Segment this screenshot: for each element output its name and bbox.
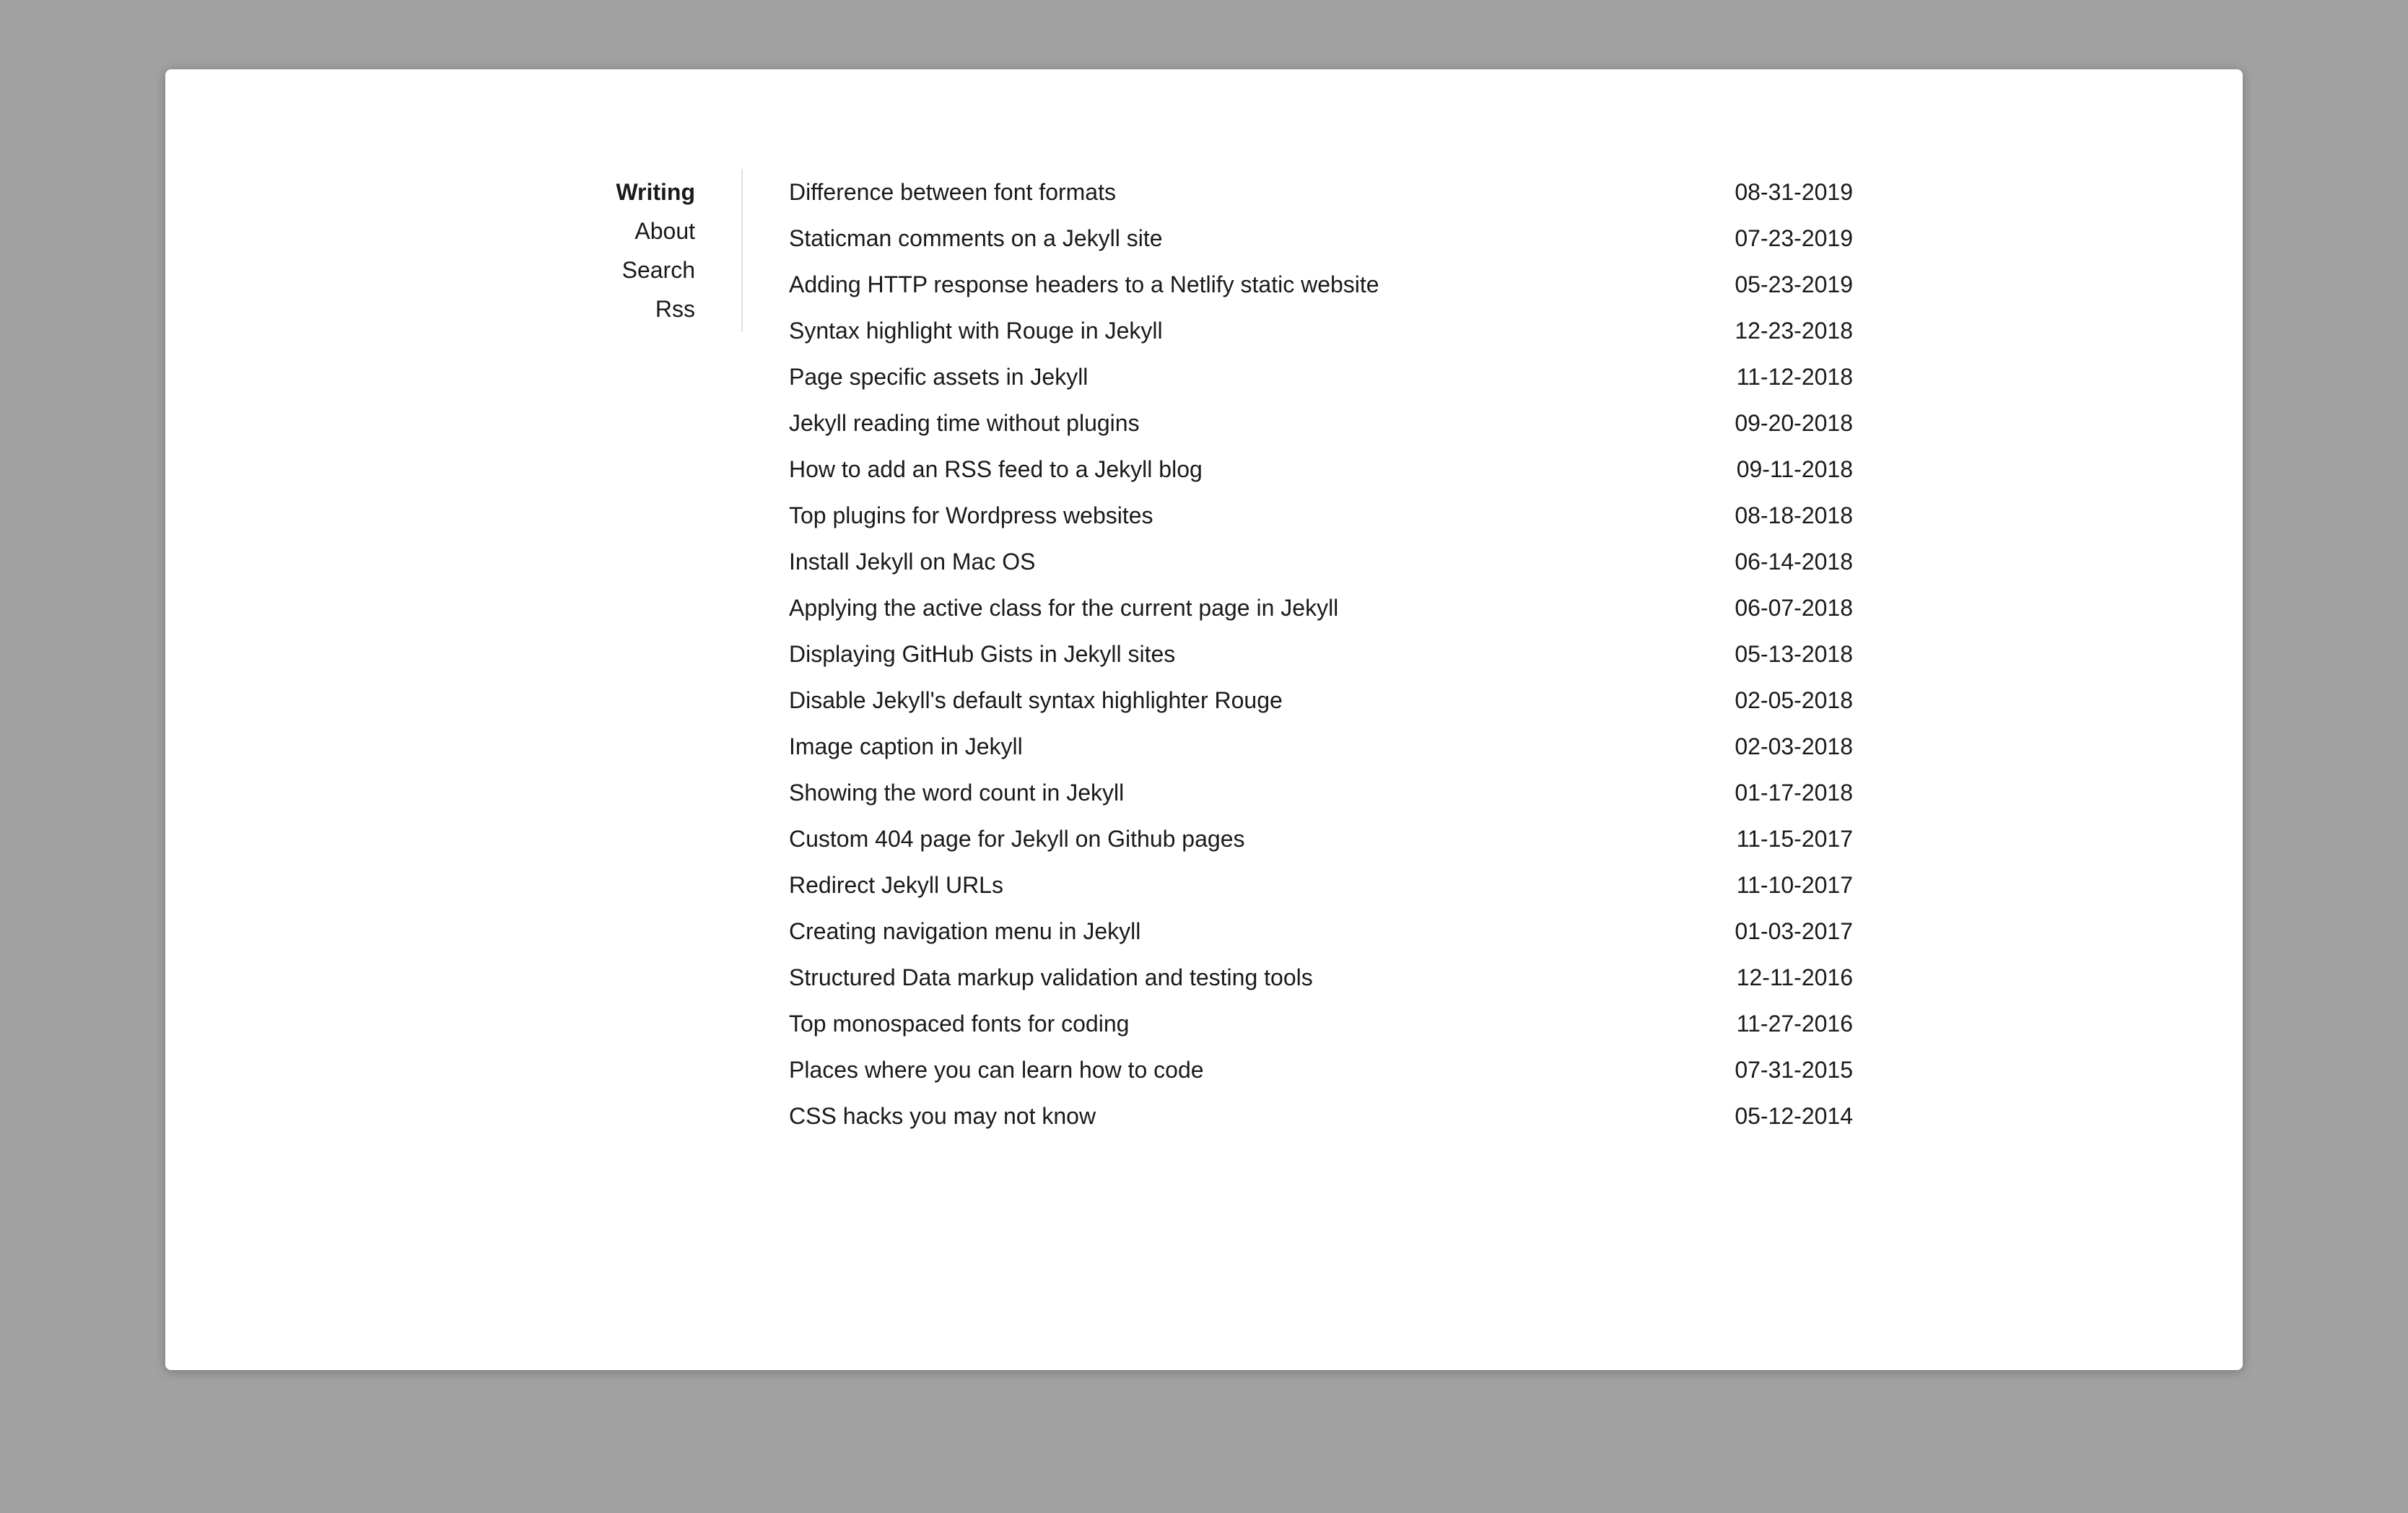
post-title-link[interactable]: Custom 404 page for Jekyll on Github pages xyxy=(789,826,1245,852)
post-row xyxy=(789,215,1853,261)
post-date: 11-27-2016 xyxy=(1736,1011,1853,1037)
post-date: 11-15-2017 xyxy=(1736,826,1853,852)
post-date: 01-03-2017 xyxy=(1735,918,1853,944)
post-date: 05-23-2019 xyxy=(1735,271,1853,297)
post-row xyxy=(789,308,1853,354)
post-row xyxy=(789,169,1853,215)
post-title-link[interactable]: CSS hacks you may not know xyxy=(789,1103,1096,1129)
post-date: 02-03-2018 xyxy=(1735,733,1853,759)
post-date: 01-17-2018 xyxy=(1735,780,1853,806)
post-title-link[interactable]: Staticman comments on a Jekyll site xyxy=(789,225,1163,251)
post-row xyxy=(789,1000,1853,1047)
post-title-link[interactable]: Creating navigation menu in Jekyll xyxy=(789,918,1141,944)
post-title-link[interactable]: Jekyll reading time without plugins xyxy=(789,410,1140,436)
post-row xyxy=(789,769,1853,816)
post-row xyxy=(789,954,1853,1000)
post-title-link[interactable]: Structured Data markup validation and testing tools xyxy=(789,964,1313,990)
post-date: 12-11-2016 xyxy=(1736,964,1853,990)
post-row xyxy=(789,261,1853,308)
post-title-link[interactable]: Syntax highlight with Rouge in Jekyll xyxy=(789,318,1163,344)
post-row xyxy=(789,677,1853,723)
post-date: 05-13-2018 xyxy=(1735,641,1853,667)
post-title-link[interactable]: Places where you can learn how to code xyxy=(789,1057,1204,1083)
post-date: 07-23-2019 xyxy=(1735,225,1853,251)
nav-item-writing[interactable]: Writing xyxy=(616,179,695,205)
post-title-link[interactable]: Applying the active class for the current page in Jekyll xyxy=(789,595,1339,621)
post-row xyxy=(789,354,1853,400)
page-card xyxy=(165,69,2243,1370)
post-date: 12-23-2018 xyxy=(1735,318,1853,344)
post-row xyxy=(789,400,1853,446)
post-title-link[interactable]: Showing the word count in Jekyll xyxy=(789,780,1125,806)
post-row xyxy=(789,1093,1853,1139)
nav-item-search[interactable]: Search xyxy=(621,257,695,283)
post-date: 06-07-2018 xyxy=(1735,595,1853,621)
post-row xyxy=(789,1047,1853,1093)
post-row xyxy=(789,908,1853,954)
post-list xyxy=(743,169,2243,1139)
post-row xyxy=(789,723,1853,769)
nav-item-about[interactable]: About xyxy=(634,218,695,244)
post-title-link[interactable]: Difference between font formats xyxy=(789,179,1116,205)
post-row xyxy=(789,816,1853,862)
post-title-link[interactable]: Top plugins for Wordpress websites xyxy=(789,502,1153,528)
post-date: 08-18-2018 xyxy=(1735,502,1853,528)
post-date: 09-20-2018 xyxy=(1735,410,1853,436)
post-date: 11-12-2018 xyxy=(1736,364,1853,390)
post-row xyxy=(789,631,1853,677)
post-title-link[interactable]: Redirect Jekyll URLs xyxy=(789,872,1003,898)
nav-item-rss[interactable]: Rss xyxy=(655,296,695,322)
post-date: 11-10-2017 xyxy=(1736,872,1853,898)
post-title-link[interactable]: Install Jekyll on Mac OS xyxy=(789,549,1036,575)
post-title-link[interactable]: Image caption in Jekyll xyxy=(789,733,1023,759)
post-title-link[interactable]: Adding HTTP response headers to a Netlify static website xyxy=(789,271,1379,297)
post-date: 02-05-2018 xyxy=(1735,687,1853,713)
post-date: 05-12-2014 xyxy=(1735,1103,1853,1129)
post-title-link[interactable]: How to add an RSS feed to a Jekyll blog xyxy=(789,456,1203,482)
post-title-link[interactable]: Page specific assets in Jekyll xyxy=(789,364,1089,390)
post-row xyxy=(789,585,1853,631)
post-row xyxy=(789,446,1853,492)
post-date: 07-31-2015 xyxy=(1735,1057,1853,1083)
post-row xyxy=(789,539,1853,585)
post-date: 09-11-2018 xyxy=(1736,456,1853,482)
sidebar-nav xyxy=(165,169,743,332)
post-date: 06-14-2018 xyxy=(1735,549,1853,575)
post-row xyxy=(789,862,1853,908)
post-title-link[interactable]: Top monospaced fonts for coding xyxy=(789,1011,1130,1037)
post-date: 08-31-2019 xyxy=(1735,179,1853,205)
post-row xyxy=(789,492,1853,539)
post-title-link[interactable]: Disable Jekyll's default syntax highlighter Rouge xyxy=(789,687,1283,713)
post-title-link[interactable]: Displaying GitHub Gists in Jekyll sites xyxy=(789,641,1176,667)
